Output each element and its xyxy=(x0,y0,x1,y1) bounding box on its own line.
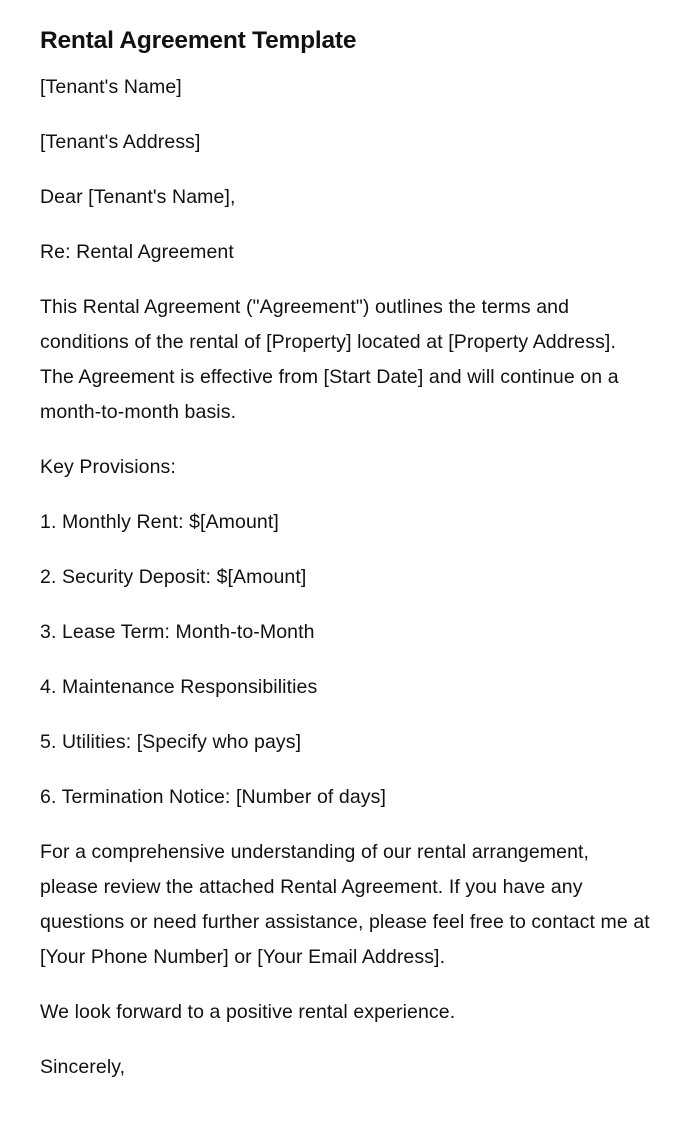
sign-off: Sincerely, xyxy=(40,1056,126,1078)
provision-item: 3. Lease Term: Month-to-Month xyxy=(40,621,315,643)
provision-item: 5. Utilities: [Specify who pays] xyxy=(40,731,302,753)
document-title: Rental Agreement Template xyxy=(40,27,357,54)
provision-item: 2. Security Deposit: $[Amount] xyxy=(40,566,307,588)
recipient-name: [Tenant's Name] xyxy=(40,76,182,98)
closing-line: We look forward to a positive rental experience. xyxy=(40,1001,456,1023)
document-page xyxy=(40,24,650,1105)
subject-line: Re: Rental Agreement xyxy=(40,241,234,263)
provision-item: 4. Maintenance Responsibilities xyxy=(40,676,318,698)
intro-paragraph: This Rental Agreement ("Agreement") outlines the terms and conditions of the rental of [Property] located at [Property Address]. The Agreement is effective from [Start Date] and will continue on a month-to-month basis. xyxy=(40,296,619,423)
provision-item: 6. Termination Notice: [Number of days] xyxy=(40,786,387,808)
recipient-address: [Tenant's Address] xyxy=(40,131,201,153)
provisions-heading: Key Provisions: xyxy=(40,456,176,478)
salutation: Dear [Tenant's Name], xyxy=(40,186,236,208)
body-paragraph: For a comprehensive understanding of our rental arrangement, please review the attached Rental Agreement. If you have any questions or need further assistance, please feel free to contact me at [Your Phone Number] or [Your Email Address]. xyxy=(40,841,650,968)
provision-item: 1. Monthly Rent: $[Amount] xyxy=(40,511,279,533)
